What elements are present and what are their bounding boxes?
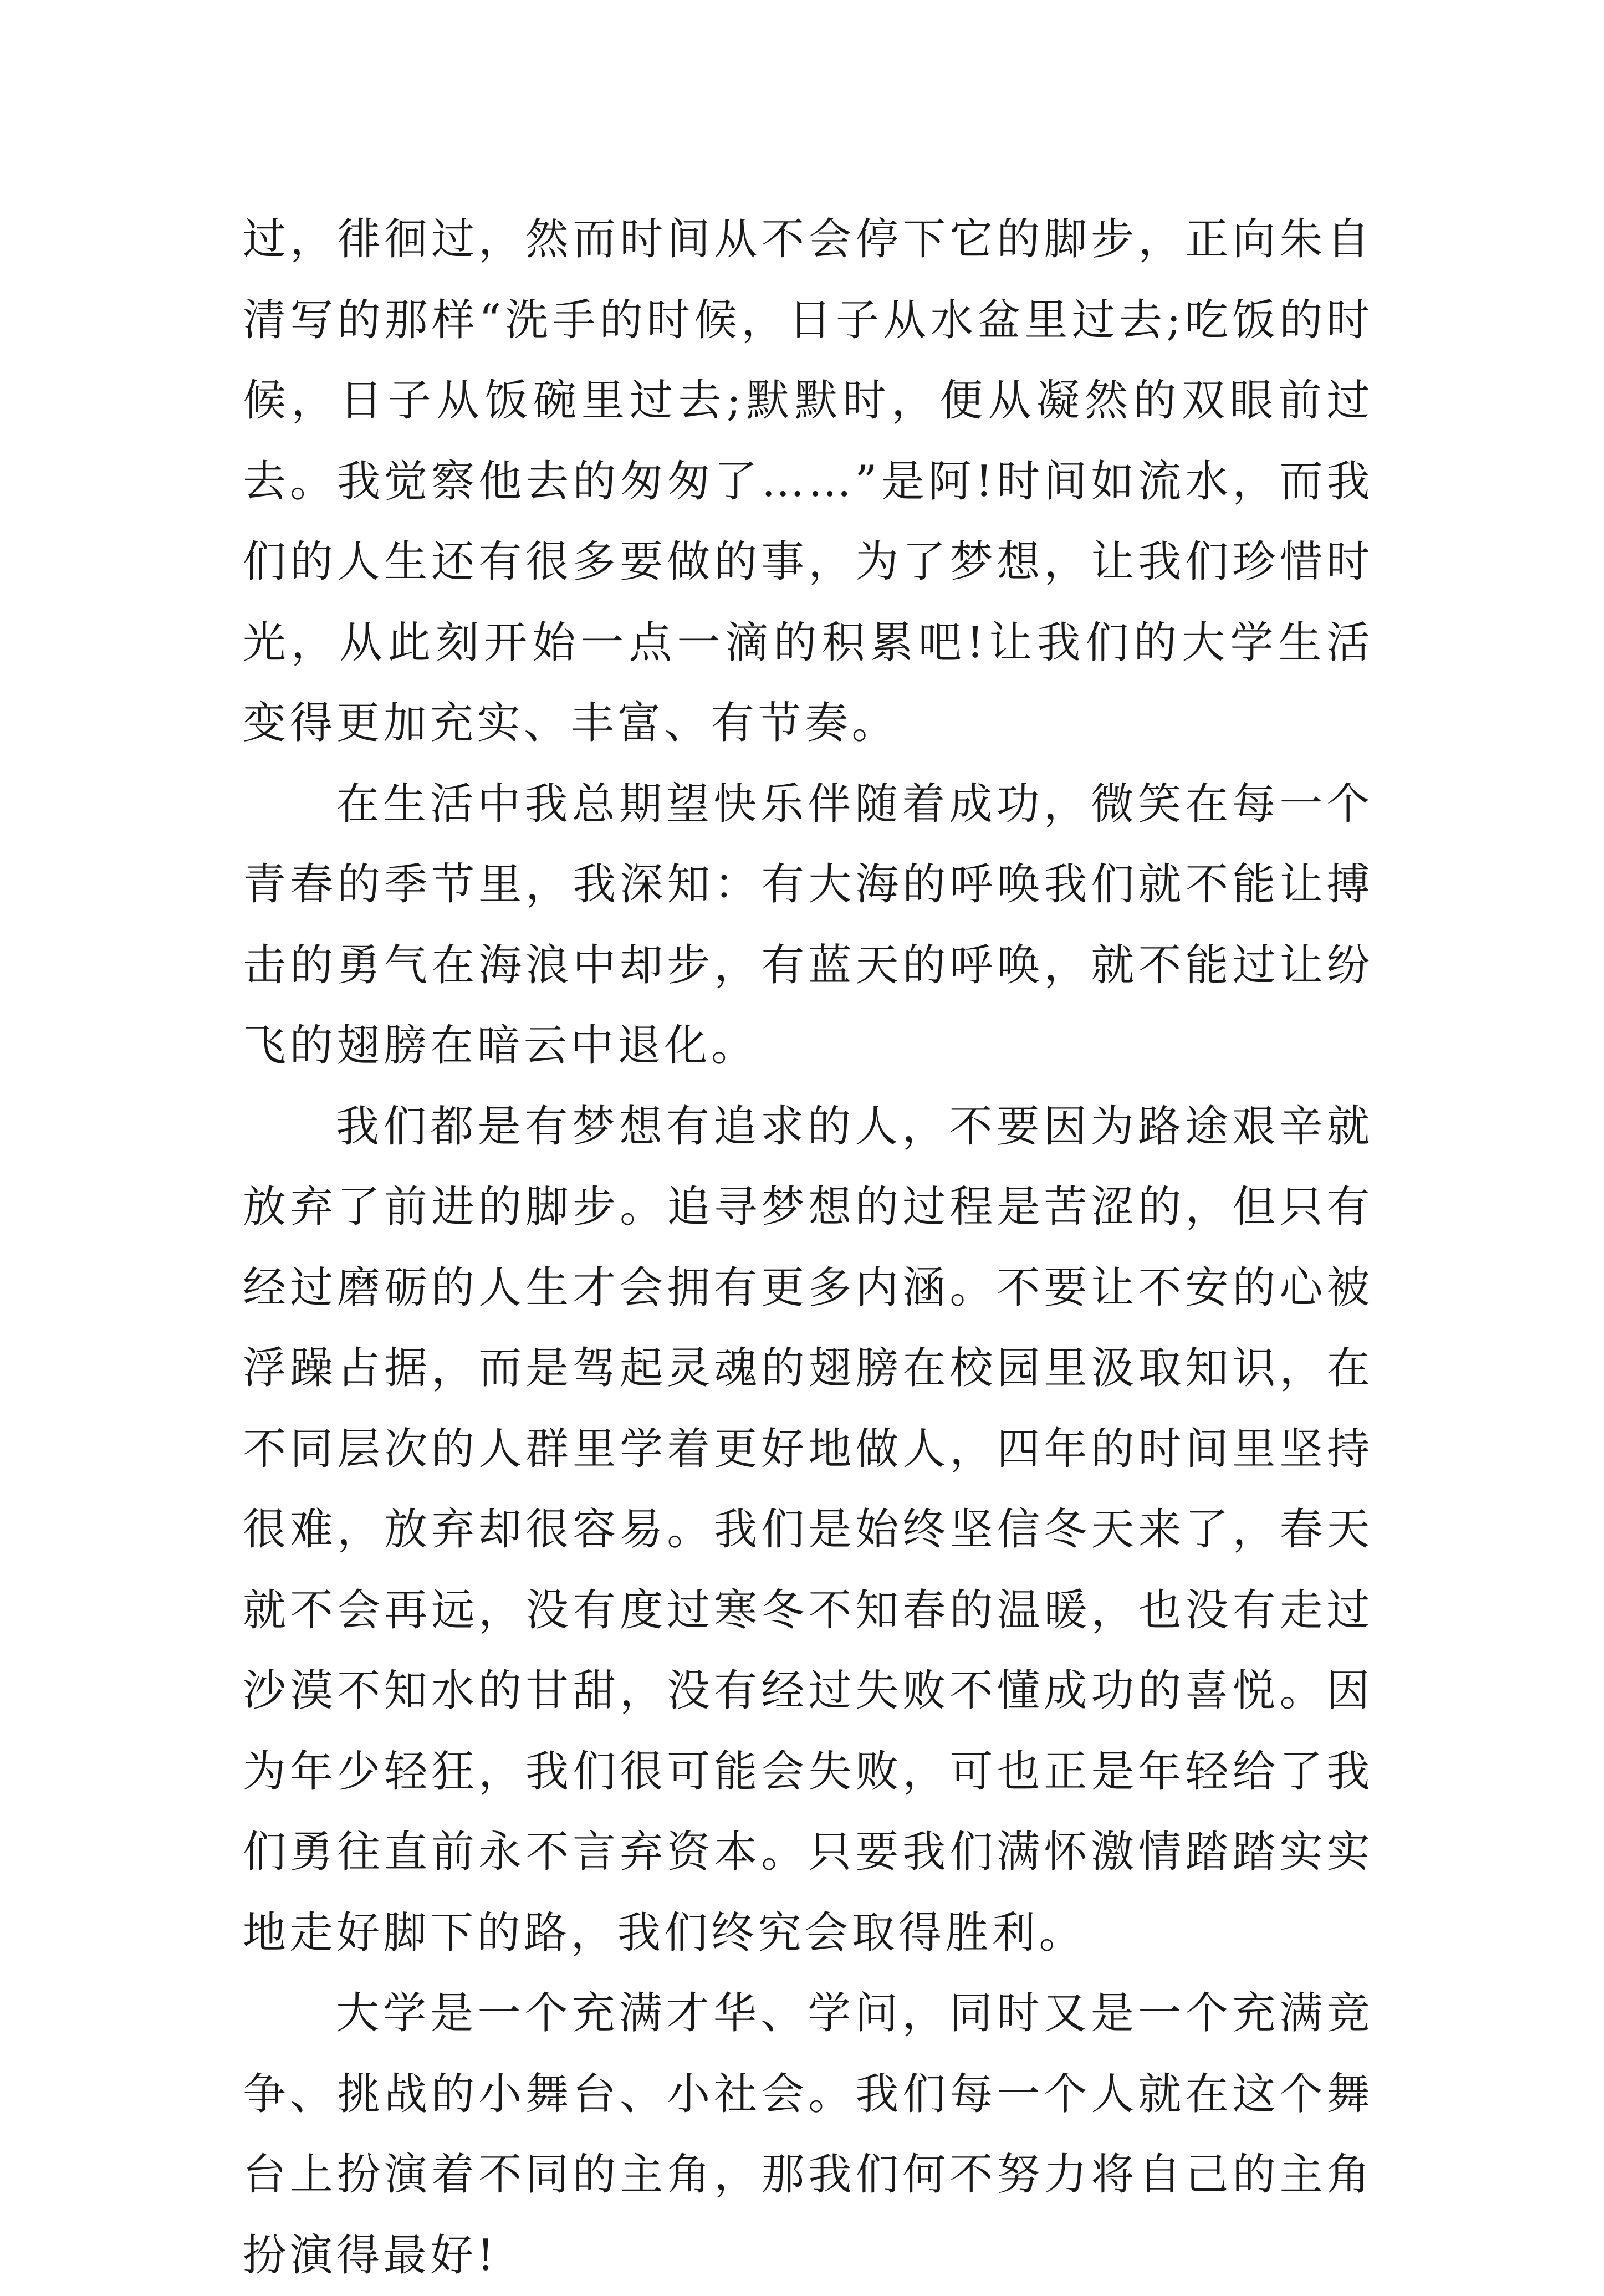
paragraph-4: 大学是一个充满才华、学问，同时又是一个充满竞争、挑战的小舞台、小社会。我们每一个人就在这个舞台上扮演着不同的主角，那我们何不努力将自己的主角扮演得最好! — [243, 1988, 1373, 2280]
paragraph-1: 过，徘徊过，然而时间从不会停下它的脚步，正向朱自清写的那样“洗手的时候，日子从水盆里过去;吃饭的时候，日子从饭碗里过去;默默时，便从凝然的双眼前过去。我觉察他去的匆匆了……”是阿!时间如流水，而我们的人生还有很多要做的事，为了梦想，让我们珍惜时光，从此刻开始一点一滴的积累吧!让我们的大学生活变得更加充实、丰富、有节奏。 — [243, 214, 1373, 748]
document-body — [243, 200, 1373, 2296]
paragraph-3: 我们都是有梦想有追求的人，不要因为路途艰辛就放弃了前进的脚步。追寻梦想的过程是苦涩的，但只有经过磨砺的人生才会拥有更多内涵。不要让不安的心被浮躁占据，而是驾起灵魂的翅膀在校园里汲取知识，在不同层次的人群里学着更好地做人，四年的时间里坚持很难，放弃却很容易。我们是始终坚信冬天来了，春天就不会再远，没有度过寒冬不知春的温暖，也没有走过沙漠不知水的甘甜，没有经过失败不懂成功的喜悦。因为年少轻狂，我们很可能会失败，可也正是年轻给了我们勇往直前永不言弃资本。只要我们满怀激情踏踏实实地走好脚下的路，我们终究会取得胜利。 — [243, 1101, 1373, 1958]
paragraph-2: 在生活中我总期望快乐伴随着成功，微笑在每一个青春的季节里，我深知：有大海的呼唤我们就不能让搏击的勇气在海浪中却步，有蓝天的呼唤，就不能过让纷飞的翅膀在暗云中退化。 — [243, 779, 1373, 1071]
